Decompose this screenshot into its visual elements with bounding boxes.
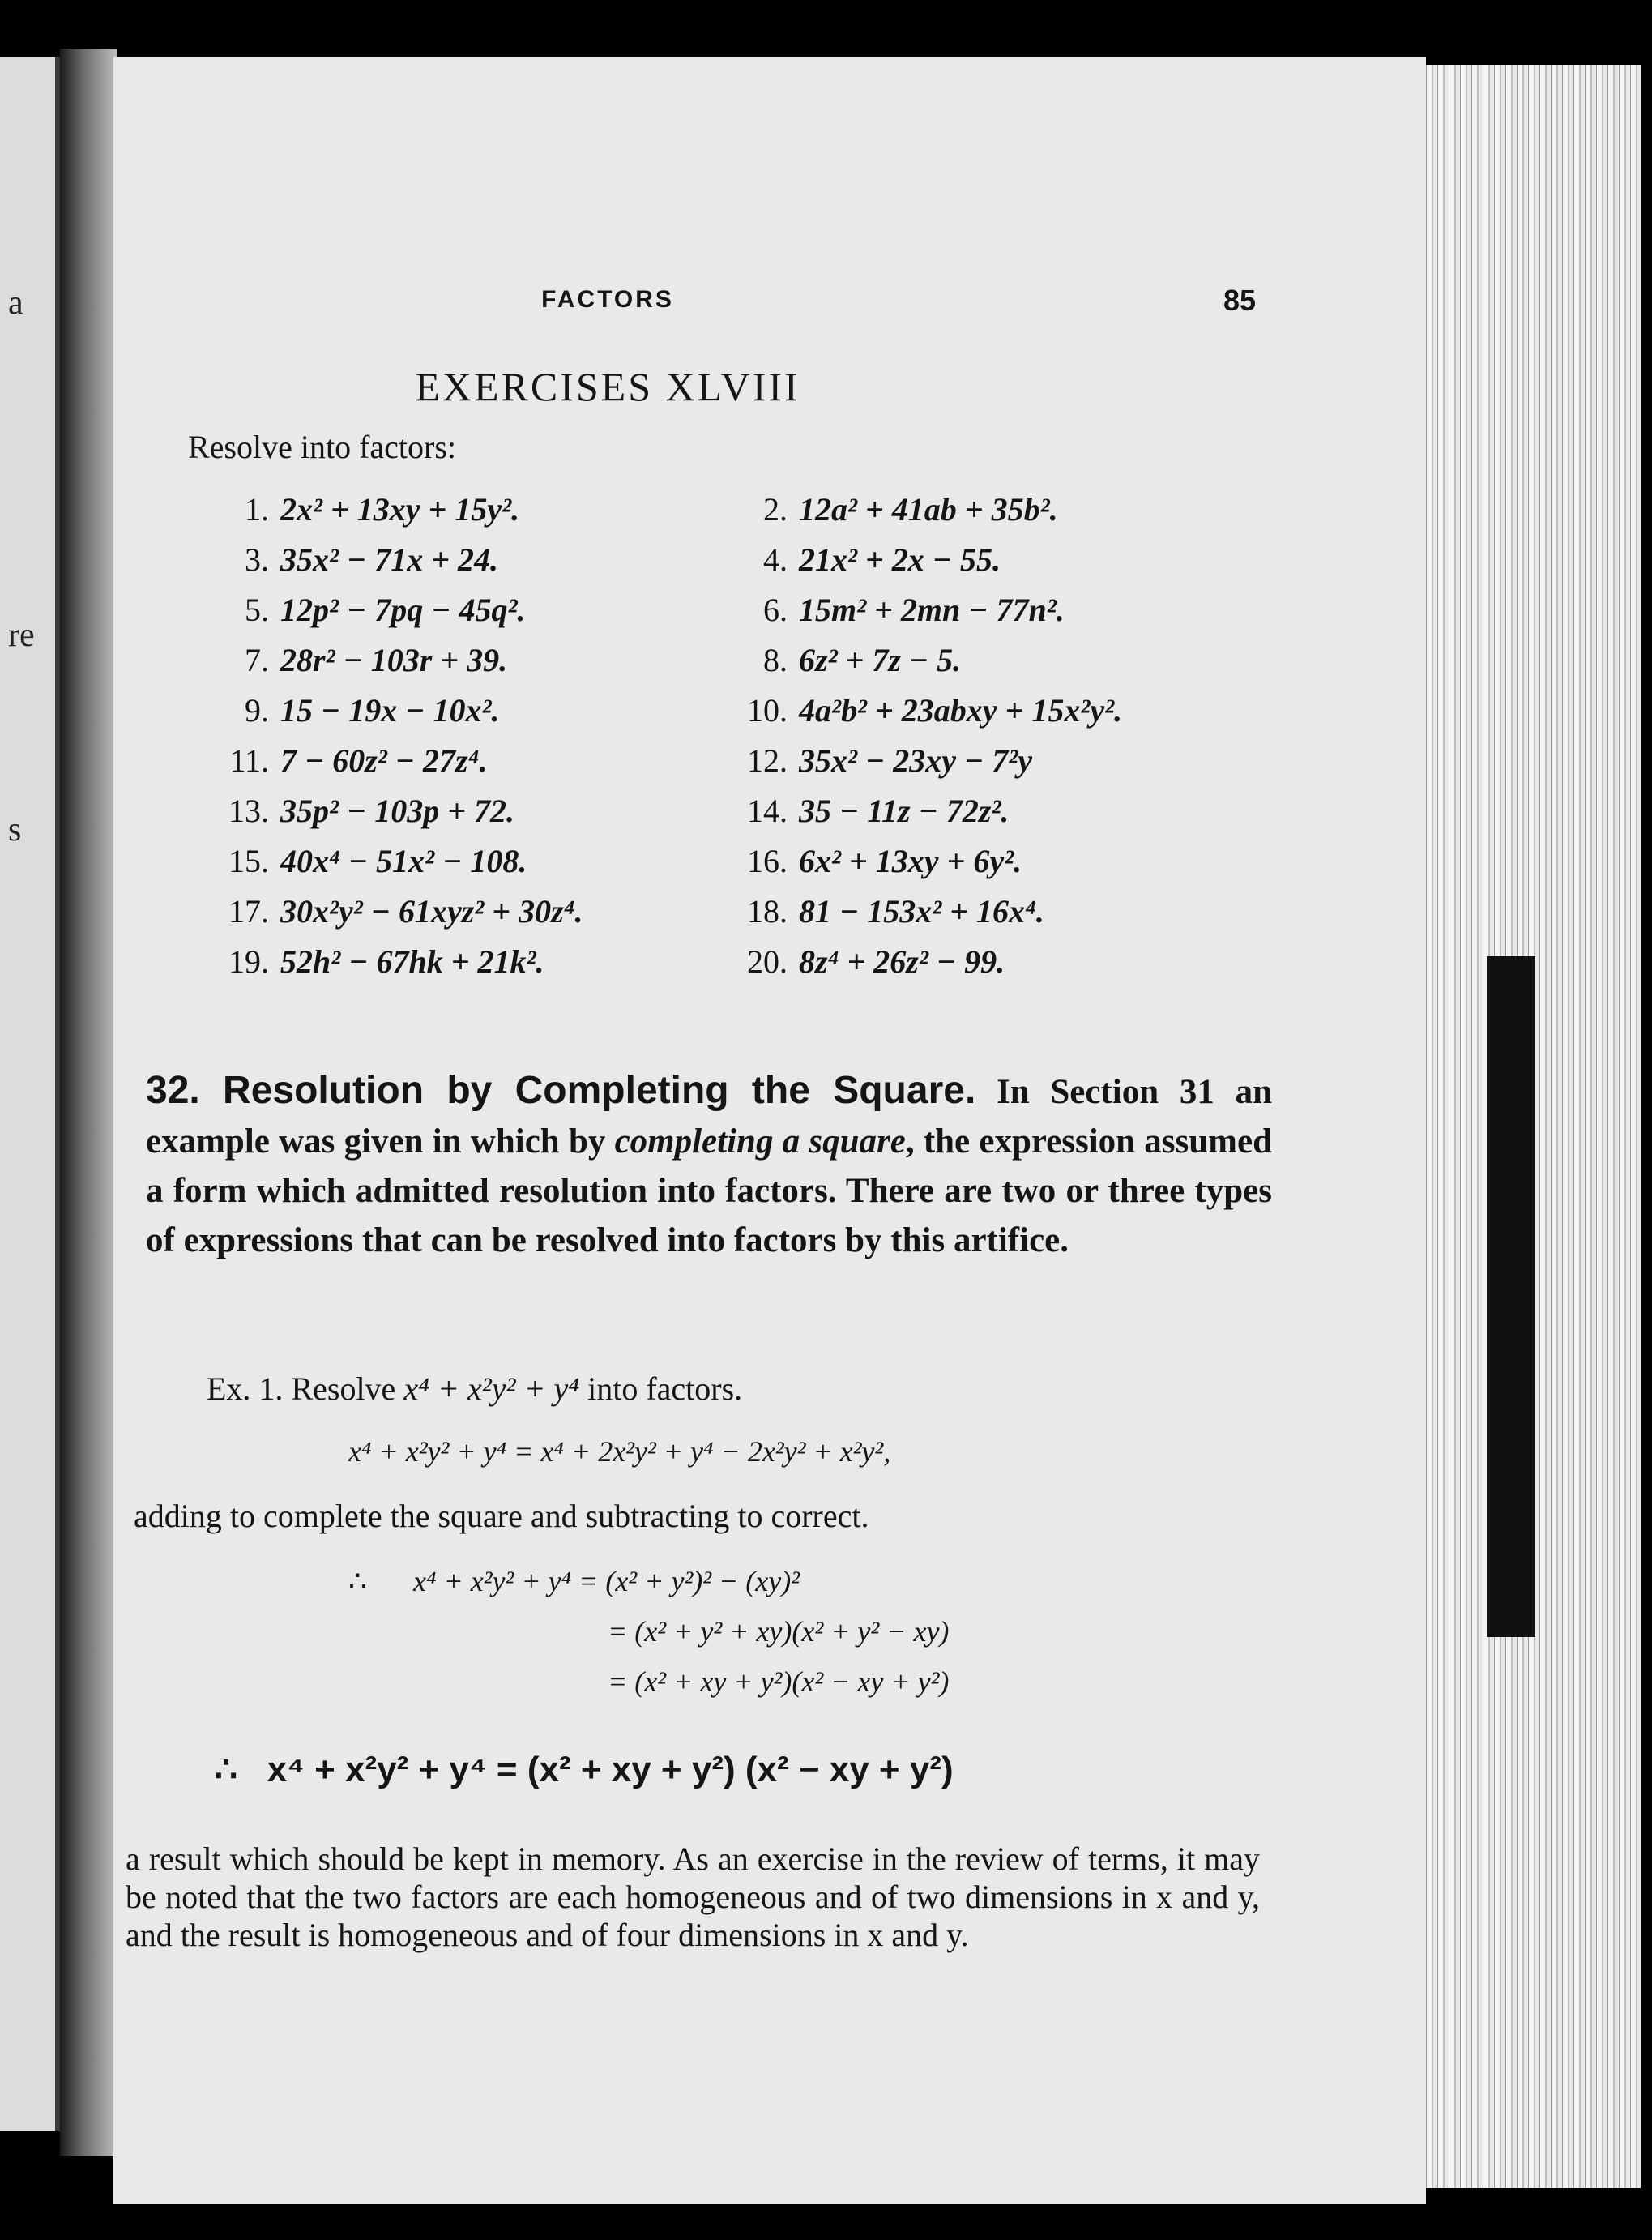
closing-paragraph: a result which should be kept in memory. As an exercise in the review of terms, it may be noted that the two factors are each homogeneous and of two dimensions in x and y, and the result is homogeneous and of four dimensions in x and y.: [126, 1840, 1260, 1953]
exercise-expression: 12a² + 41ab + 35b².: [799, 491, 1058, 528]
exercise-number: 13.: [228, 793, 269, 829]
exercise-item: [194, 485, 713, 535]
exercise-number: 9.: [245, 692, 269, 729]
example-label: Ex. 1.: [207, 1370, 284, 1407]
exercise-item: [713, 485, 1248, 535]
exercise-expression: 7 − 60z² − 27z⁴.: [280, 742, 488, 779]
instruction: Resolve into factors:: [188, 429, 457, 465]
exercise-expression: 35 − 11z − 72z².: [799, 793, 1010, 829]
exercise-number: 10.: [747, 692, 788, 729]
exercise-expression: 81 − 153x² + 16x⁴.: [799, 893, 1044, 930]
exercise-expression: 4a²b² + 23abxy + 15x²y².: [799, 692, 1123, 729]
page-edge-shadow: [1487, 956, 1535, 1637]
exercise-number: 12.: [747, 742, 788, 779]
exercise-item: [194, 887, 713, 937]
exercise-number: 11.: [229, 742, 269, 779]
section-emphasis: completing a square: [614, 1122, 906, 1161]
exercise-expression: 35x² − 71x + 24.: [280, 541, 499, 578]
exercise-item: [713, 736, 1248, 786]
therefore-symbol: ∴: [348, 1565, 367, 1597]
exercise-number: 4.: [763, 541, 788, 578]
exercise-expression: 21x² + 2x − 55.: [799, 541, 1001, 578]
exercise-number: 7.: [245, 642, 269, 678]
exercise-item: [713, 887, 1248, 937]
exercise-number: 16.: [747, 843, 788, 879]
exercise-item: [713, 635, 1248, 686]
exercise-item: [713, 686, 1248, 736]
running-head: FACTORS: [541, 286, 674, 313]
result-expression: x⁴ + x²y² + y⁴ = (x² + xy + y²) (x² − xy + y²): [267, 1750, 954, 1789]
exercise-item: [713, 786, 1248, 836]
math-line-2: x⁴ + x²y² + y⁴ = (x² + y²)² − (xy)²: [413, 1565, 800, 1597]
exercise-list: [194, 485, 1248, 987]
book-page: [113, 57, 1426, 2204]
exercise-number: 3.: [245, 541, 269, 578]
example-text: Resolve: [283, 1370, 404, 1407]
example-expression: x⁴ + x²y² + y⁴: [403, 1370, 580, 1407]
exercise-expression: 15m² + 2mn − 77n².: [799, 592, 1065, 628]
exercise-item: [194, 786, 713, 836]
section-body: , the expression assumed a form which admitted resolution into factors. There are two or three types of expressions that can be resolved into factors by this artifice.: [146, 1122, 1273, 1259]
left-page-fragment: s: [8, 811, 22, 849]
exercise-expression: 2x² + 13xy + 15y².: [280, 491, 520, 528]
section-body: In Section 31 an example was given in which by: [146, 1073, 1272, 1161]
exercise-number: 2.: [763, 491, 788, 528]
result-therefore: ∴: [215, 1750, 237, 1789]
exercise-expression: 8z⁴ + 26z² − 99.: [799, 943, 1005, 980]
exercise-number: 20.: [747, 943, 788, 980]
exercise-item: [194, 686, 713, 736]
exercise-number: 17.: [228, 893, 269, 930]
exercise-item: [194, 535, 713, 585]
page-number: 85: [1223, 284, 1257, 317]
exercise-item: [194, 736, 713, 786]
section-32: [146, 1066, 1272, 1265]
exercise-item: [194, 836, 713, 887]
left-page-fragment: re: [8, 617, 35, 654]
exercise-item: [713, 836, 1248, 887]
exercise-number: 15.: [228, 843, 269, 879]
example-statement: [207, 1370, 742, 1408]
exercise-expression: 28r² − 103r + 39.: [280, 642, 508, 678]
exercise-expression: 52h² − 67hk + 21k².: [280, 943, 544, 980]
exercises-title: EXERCISES XLVIII: [415, 364, 800, 409]
exercise-expression: 15 − 19x − 10x².: [280, 692, 500, 729]
exercise-number: 14.: [747, 793, 788, 829]
math-line-1: x⁴ + x²y² + y⁴ = x⁴ + 2x²y² + y⁴ − 2x²y² + x²y²,: [348, 1435, 891, 1468]
exercise-item: [194, 585, 713, 635]
exercise-expression: 6x² + 13xy + 6y².: [799, 843, 1022, 879]
exercise-item: [194, 937, 713, 987]
exercise-item: [194, 635, 713, 686]
exercise-number: 1.: [245, 491, 269, 528]
exercise-expression: 35p² − 103p + 72.: [280, 793, 515, 829]
left-page-fragment: a: [8, 284, 23, 322]
exercise-number: 8.: [763, 642, 788, 678]
exercise-expression: 6z² + 7z − 5.: [799, 642, 962, 678]
completion-note: adding to complete the square and subtracting to correct.: [134, 1498, 869, 1534]
exercise-item: [713, 937, 1248, 987]
exercise-expression: 30x²y² − 61xyz² + 30z⁴.: [280, 893, 583, 930]
exercise-expression: 35x² − 23xy − 7²y: [799, 742, 1032, 779]
section-heading: 32. Resolution by Completing the Square.: [146, 1069, 976, 1112]
exercise-number: 19.: [228, 943, 269, 980]
exercise-expression: 12p² − 7pq − 45q².: [280, 592, 526, 628]
result-formula: [215, 1749, 954, 1790]
exercise-number: 5.: [245, 592, 269, 628]
exercise-number: 18.: [747, 893, 788, 930]
example-text: into factors.: [579, 1370, 743, 1407]
exercise-expression: 40x⁴ − 51x² − 108.: [280, 843, 527, 879]
math-line-4: = (x² + xy + y²)(x² − xy + y²): [608, 1665, 950, 1698]
exercise-number: 6.: [763, 592, 788, 628]
math-line-3: = (x² + y² + xy)(x² + y² − xy): [608, 1615, 950, 1648]
exercise-item: [713, 585, 1248, 635]
exercise-item: [713, 535, 1248, 585]
